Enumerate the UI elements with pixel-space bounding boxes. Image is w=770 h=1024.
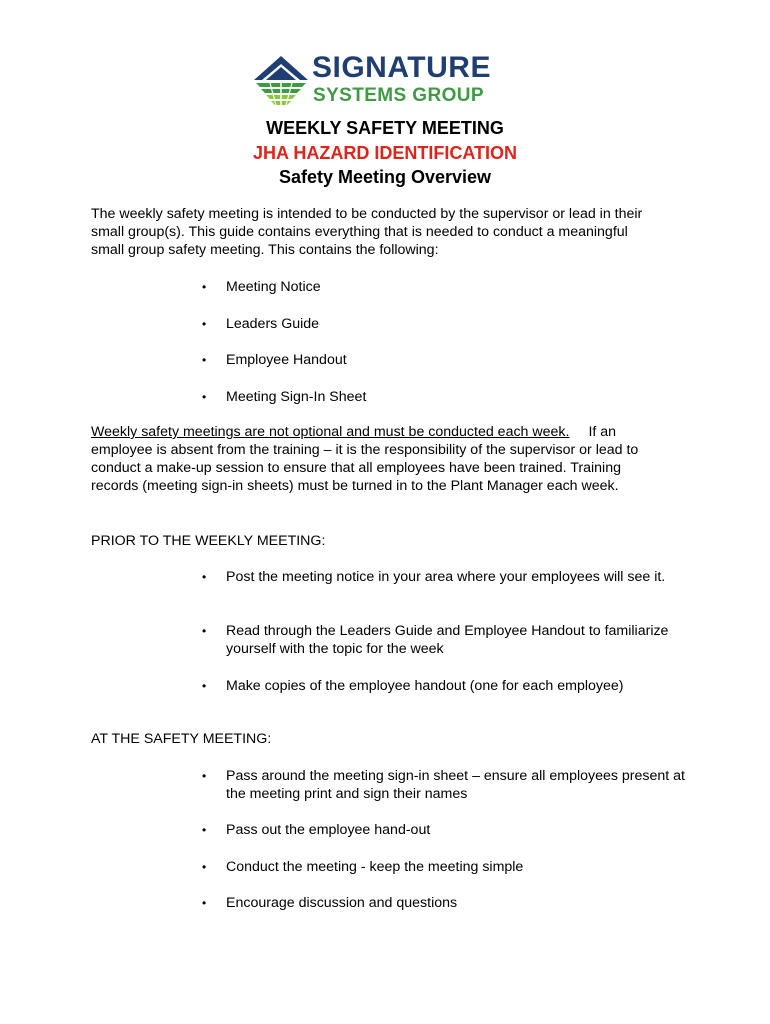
bullet-icon: •	[202, 570, 207, 584]
bullet-icon: •	[202, 679, 207, 693]
logo-subname: SYSTEMS GROUP	[313, 85, 484, 106]
list-item-text: Encourage discussion and questions	[226, 895, 458, 911]
list-item-text: Post the meeting notice in your area where your employees will see it.	[226, 569, 666, 585]
bullet-icon: •	[202, 390, 207, 404]
list-item-text: Meeting Sign-In Sheet	[226, 389, 367, 405]
bullet-icon: •	[202, 317, 207, 331]
overview-title: Safety Meeting Overview	[278, 167, 492, 187]
list-item-text: Employee Handout	[226, 352, 347, 368]
intro-line: The weekly safety meeting is intended to be conducted by the supervisor or lead in their	[91, 206, 643, 222]
policy-paragraph	[91, 423, 681, 495]
list-item-text: Pass out the employee hand-out	[226, 822, 431, 838]
bullet-icon: •	[202, 624, 207, 638]
policy-line: records (meeting sign-in sheets) must be turned in to the Plant Manager each week.	[91, 478, 619, 494]
logo-mark-icon	[252, 52, 310, 110]
bullet-icon: •	[202, 353, 207, 367]
list-item-text: Conduct the meeting - keep the meeting simple	[226, 859, 524, 875]
bullet-icon: •	[202, 823, 207, 837]
intro-paragraph	[91, 205, 681, 259]
intro-line: small group safety meeting. This contains the following:	[91, 242, 439, 258]
policy-line: employee is absent from the training – it is the responsibility of the supervisor or lead to	[91, 442, 639, 458]
bullet-icon: •	[202, 896, 207, 910]
policy-line-rest: If an	[588, 424, 617, 440]
policy-line	[91, 423, 681, 441]
list-item-text: Read through the Leaders Guide and Employee Handout to familiarize yourself with the topic for the week	[226, 623, 669, 657]
policy-statement: Weekly safety meetings are not optional and must be conducted each week.	[91, 424, 570, 440]
bullet-icon: •	[202, 769, 207, 783]
intro-line: small group(s). This guide contains everything that is needed to conduct a meaningful	[91, 224, 628, 240]
policy-line: conduct a make-up session to ensure that all employees have been trained. Training	[91, 460, 621, 476]
document-title: WEEKLY SAFETY MEETING	[266, 118, 504, 138]
bullet-icon: •	[202, 280, 207, 294]
list-item-text: Make copies of the employee handout (one for each employee)	[226, 678, 624, 694]
document-subtitle: JHA HAZARD IDENTIFICATION	[253, 143, 517, 163]
list-item-text: Meeting Notice	[226, 279, 321, 295]
list-item-text: Leaders Guide	[226, 316, 320, 332]
bullet-icon: •	[202, 860, 207, 874]
company-logo	[252, 52, 522, 112]
logo-name: SIGNATURE	[312, 51, 491, 84]
list-item-text: Pass around the meeting sign-in sheet – ensure all employees present at the meeting print and sign their names	[226, 768, 686, 802]
at-meeting-heading: AT THE SAFETY MEETING:	[91, 731, 272, 747]
prior-heading: PRIOR TO THE WEEKLY MEETING:	[91, 533, 326, 549]
